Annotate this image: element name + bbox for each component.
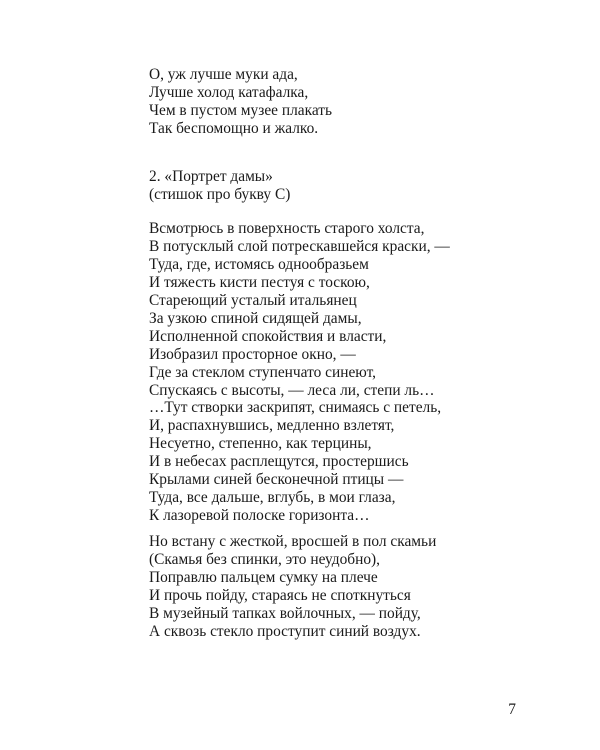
verse-line: Лучше холод катафалка, — [149, 84, 309, 101]
verse-line: Туда, все дальше, вглубь, в мои глаза, — [149, 489, 396, 506]
verse-line: Спускаясь с высоты, — леса ли, степи ль… — [149, 382, 435, 399]
verse-line: В потусклый слой потрескавшейся краски, — — [149, 238, 450, 255]
verse-line: Крылами синей бесконечной птицы — — [149, 471, 404, 488]
verse-line: Туда, где, истомясь однообразьем — [149, 256, 369, 273]
verse-line: В музейный тапках войлочных, — пойду, — [149, 605, 421, 622]
page-number: 7 — [508, 701, 516, 718]
verse-line: О, уж лучше муки ада, — [149, 66, 298, 83]
verse-line: И прочь пойду, стараясь не споткнуться — [149, 587, 411, 604]
verse-line: За узкою спиной сидящей дамы, — [149, 310, 362, 327]
poem-heading — [149, 168, 569, 204]
verse-line: Чем в пустом музее плакать — [149, 102, 333, 119]
verse-line: Так беспомощно и жалко. — [149, 120, 319, 137]
stanza-1 — [149, 66, 569, 138]
verse-line: Исполненной спокойствия и власти, — [149, 328, 387, 345]
verse-line: …Тут створки заскрипят, снимаясь с петель, — [149, 399, 442, 416]
verse-line: И, распахнувшись, медленно взлетят, — [149, 417, 395, 434]
verse-line: Поправлю пальцем сумку на плече — [149, 569, 378, 586]
poem-title: 2. «Портрет дамы» — [149, 168, 273, 185]
verse-line: И тяжесть кисти пестуя с тоскою, — [149, 274, 370, 291]
verse-line: Но встану с жесткой, вросшей в пол скамьи — [149, 533, 437, 550]
verse-line: К лазоревой полоске горизонта… — [149, 507, 370, 524]
verse-line: И в небесах расплещутся, простершись — [149, 453, 409, 470]
verse-line: А сквозь стекло проступит синий воздух. — [149, 623, 421, 640]
verse-line: Где за стеклом ступенчато синеют, — [149, 364, 376, 381]
poem-subtitle: (стишок про букву С) — [149, 186, 291, 203]
stanza-3 — [149, 399, 569, 525]
verse-line: Несуетно, степенно, как терцины, — [149, 435, 372, 452]
stanza-2 — [149, 220, 569, 400]
verse-line: Стареющий усталый итальянец — [149, 292, 357, 309]
stanza-4 — [149, 533, 569, 641]
verse-line: Изобразил просторное окно, — — [149, 346, 356, 363]
verse-line: Всмотрюсь в поверхность старого холста, — [149, 220, 425, 237]
verse-line: (Скамья без спинки, это неудобно), — [149, 551, 381, 568]
